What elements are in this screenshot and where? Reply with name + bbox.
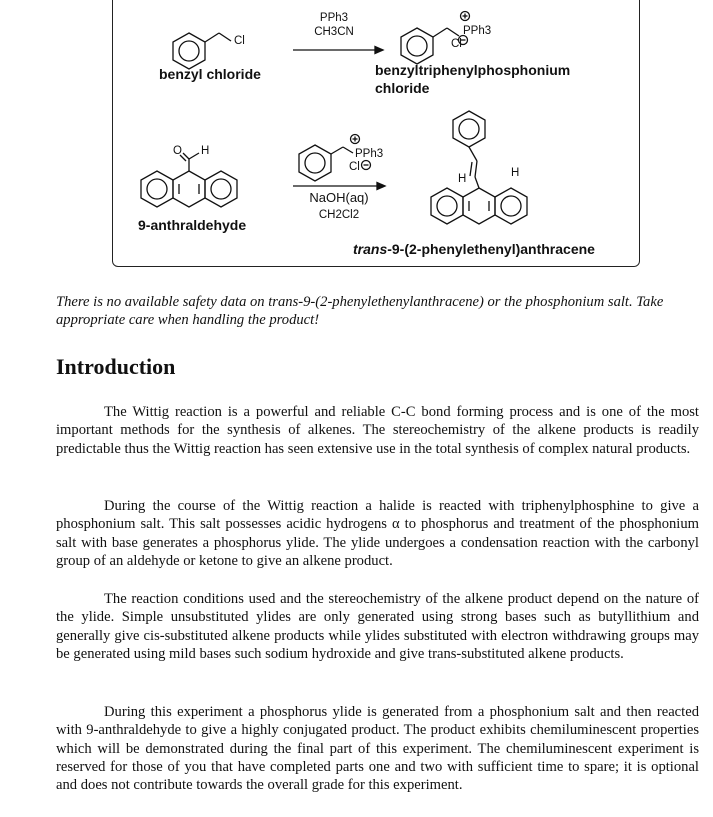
anthracene-ring [173,171,205,207]
product1-label-line1: benzyltriphenylphosphonium [375,62,571,78]
salt-pph3-atom: PPh3 [355,148,384,160]
intro-paragraph-4: During this experiment a phosphorus ylide is generated from a phosphonium salt and then reacted with 9-anthraldehyde to give a highly conjugated product. The product exhibits chemiluminescent properties which will be demonstrated during the final part of this experiment. The chemiluminescent experiment is reserved for those of you that have completed parts one and two with sufficient time to spare; it is optional and does not contribute towards the overall grade for this experiment. [56,704,699,794]
reagent-solvent: CH3CN [314,26,354,38]
vinyl-h-1: H [458,173,467,185]
chlorine-atom: Cl [234,35,245,47]
product1-label-line2: chloride [375,80,430,96]
vinyl-h-2: H [511,167,520,179]
introduction-heading: Introduction [56,354,176,379]
intro-paragraph-3: The reaction conditions used and the stereochemistry of the alkene product depend on the nature of the ylide. Simple unsubstituted ylides are only generated using strong bases such as butyllithium and generally give cis-substituted alkene products while ylides substituted with electron withdrawing groups may be generated using mild bases such sodium hydroxide and give trans-substituted alkene products. [56,591,699,662]
benzene-ring [173,33,205,69]
chloride-atom: Cl [451,38,462,50]
benzene-ring [299,145,331,181]
oxygen-atom: O [173,145,182,157]
anthraldehyde-label: 9-anthraldehyde [138,217,247,233]
phenyl-ring [453,111,485,147]
benzyl-chloride-label: benzyl chloride [159,66,261,82]
reaction-scheme [112,0,640,267]
reagent-solvent-2: CH2Cl2 [318,209,360,221]
pph3-atom: PPh3 [463,25,492,37]
safety-note: There is no available safety data on trans-9-(2-phenylethenylanthracene) or the phosphonium salt. Take appropriate care when handling the product! [56,294,664,328]
intro-paragraph-2: During the course of the Wittig reaction a halide is reacted with triphenylphosphine to give a phosphonium salt. This salt possesses acidic hydrogens α to phosphorus and treatment of the phosphonium salt with base generates a phosphorus ylide. The ylide undergoes a condensation reaction with the carbonyl group of an aldehyde or ketone to give an alkene product. [56,498,699,569]
reagent-base: NaOH(aq) [309,190,369,205]
benzene-ring [401,28,433,64]
salt-cl-atom: Cl [349,161,360,173]
product2-label: trans-9-(2-phenylethenyl)anthracene [353,241,595,257]
intro-paragraph-1: The Wittig reaction is a powerful and reliable C-C bond forming process and is one of the most important methods for the synthesis of alkenes. The stereochemistry of the alkene products is readily predictable thus the Wittig reaction has seen extensive use in the total synthesis of complex natural products. [56,404,699,457]
anthracene-ring [463,188,495,224]
reagent-pph3: PPh3 [319,12,349,24]
aldehyde-h-atom: H [201,145,210,157]
